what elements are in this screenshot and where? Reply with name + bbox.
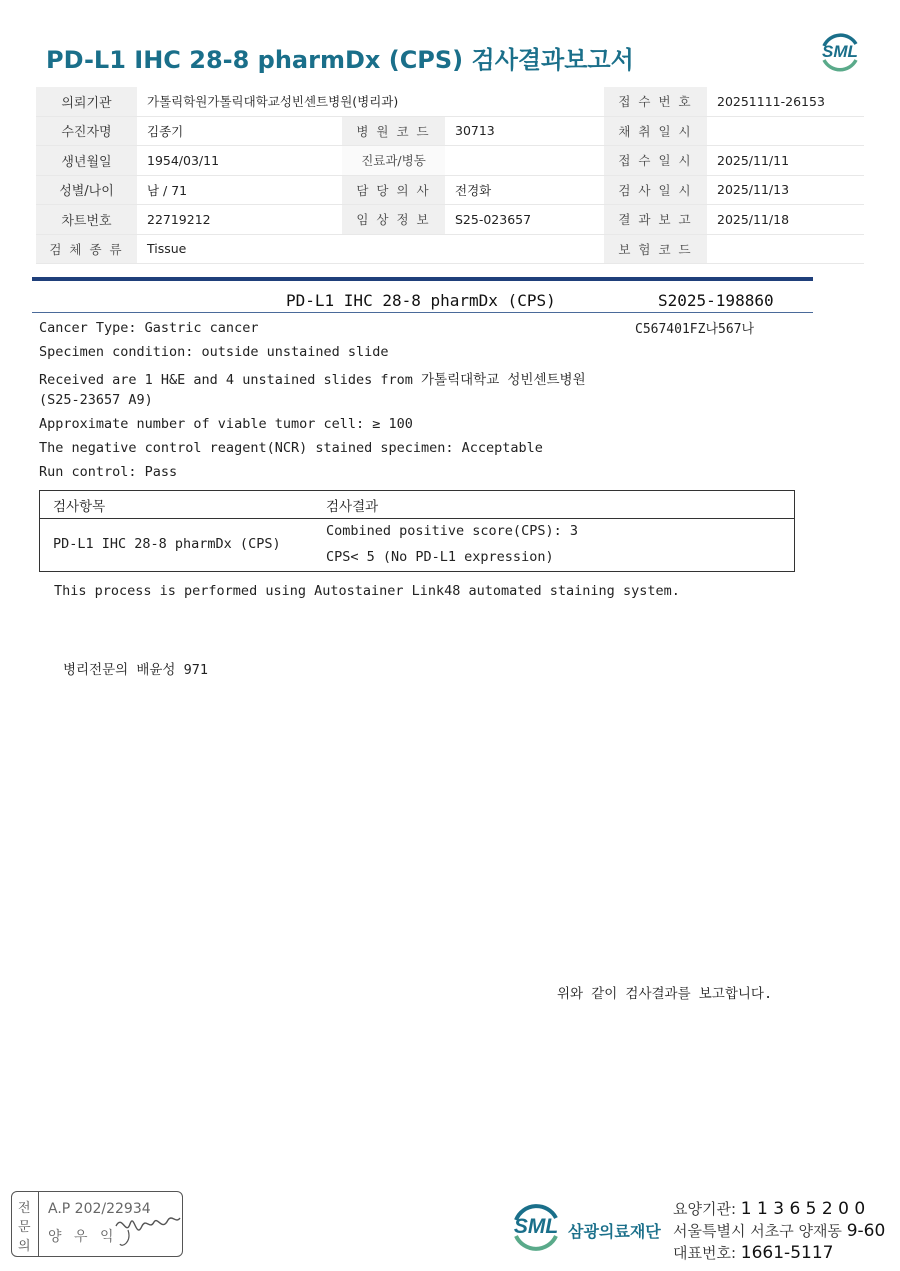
signature-box <box>11 1191 183 1257</box>
collection-date-label: 채 취 일 시 <box>604 116 707 146</box>
report-number: S2025-198860 <box>658 291 774 310</box>
clinical-label: 임 상 정 보 <box>342 205 445 235</box>
handwritten-signature-icon <box>112 1206 182 1250</box>
specimen-type-label: 검 체 종 류 <box>36 234 137 264</box>
clinical-value: S25-023657 <box>445 205 604 235</box>
col-header-item: 검사항목 <box>53 499 106 515</box>
report-line: Specimen condition: outside unstained slide <box>39 344 389 360</box>
receipt-no-label: 접 수 번 호 <box>604 87 707 116</box>
info-row <box>36 175 864 205</box>
address-line <box>673 1220 885 1241</box>
report-line: Run control: Pass <box>39 464 178 480</box>
side-char: 의 <box>18 1239 31 1254</box>
result-item: PD-L1 IHC 28-8 pharmDx (CPS) <box>53 536 281 552</box>
collection-date-value <box>707 116 864 146</box>
phone-label: 대표번호: <box>673 1244 737 1262</box>
side-char: 문 <box>18 1220 31 1235</box>
signature-side-label <box>12 1192 39 1256</box>
result-table-header <box>40 491 794 519</box>
institution-code: 1 1 3 6 5 2 0 0 <box>740 1199 866 1219</box>
hospital-code-label: 병 원 코 드 <box>342 116 445 146</box>
receipt-date-label: 접 수 일 시 <box>604 146 707 176</box>
process-note: This process is performed using Autostainer Link48 automated staining system. <box>54 583 680 599</box>
test-date-value: 2025/11/13 <box>707 175 864 205</box>
report-line: Approximate number of viable tumor cell: ≥ 100 <box>39 416 413 432</box>
institution-value: 가톨릭학원가톨릭대학교성빈센트병원(병리과) <box>137 87 604 116</box>
pathologist-name: 병리전문의 배윤성 971 <box>63 662 208 678</box>
insurance-value <box>707 234 864 264</box>
address-label: 서울특별시 서초구 양재동 <box>673 1222 842 1240</box>
doctor-value: 전경화 <box>445 175 604 205</box>
phone-number: 1661-5117 <box>740 1243 834 1263</box>
specimen-code: C567401FZ나567나 <box>635 322 755 337</box>
phone-line <box>673 1242 833 1263</box>
insurance-label: 보 험 코 드 <box>604 234 707 264</box>
chart-no-value: 22719212 <box>137 205 342 235</box>
license-number: A.P 202/22934 <box>48 1201 151 1217</box>
receipt-date-value: 2025/11/11 <box>707 146 864 176</box>
report-line: (S25-23657 A9) <box>39 392 153 408</box>
dob-label: 생년월일 <box>36 146 137 176</box>
info-row <box>36 116 864 146</box>
organization-name: 삼광의료재단 <box>568 1222 661 1241</box>
report-line: Cancer Type: Gastric cancer <box>39 320 259 336</box>
signer-name: 양 우 익 <box>48 1229 118 1245</box>
col-header-result: 검사결과 <box>326 499 379 515</box>
info-row <box>36 146 864 176</box>
section-underline <box>32 312 813 313</box>
doctor-label: 담 당 의 사 <box>342 175 445 205</box>
dept-value <box>445 146 604 176</box>
report-date-value: 2025/11/18 <box>707 205 864 235</box>
sex-age-label: 성별/나이 <box>36 175 137 205</box>
footer-logo-text: SML <box>513 1215 559 1238</box>
institution-label: 의뢰기관 <box>36 87 137 116</box>
specimen-type-value: Tissue <box>137 234 604 264</box>
sml-logo <box>818 30 862 74</box>
institution-code-line <box>673 1198 865 1219</box>
sex-age-value: 남 / 71 <box>137 175 342 205</box>
dob-value: 1954/03/11 <box>137 146 342 176</box>
report-date-label: 결 과 보 고 <box>604 205 707 235</box>
chart-no-label: 차트번호 <box>36 205 137 235</box>
closing-statement: 위와 같이 검사결과를 보고합니다. <box>557 986 773 1002</box>
hospital-code-value: 30713 <box>445 116 604 146</box>
address-number: 9-60 <box>846 1221 886 1241</box>
info-row <box>36 87 864 116</box>
receipt-no-value: 20251111-26153 <box>707 87 864 116</box>
result-interpretation: CPS< 5 (No PD-L1 expression) <box>326 549 554 565</box>
sml-footer-logo <box>510 1200 562 1254</box>
patient-label: 수진자명 <box>36 116 137 146</box>
section-divider <box>32 277 813 281</box>
result-table <box>39 490 795 572</box>
patient-value: 김종기 <box>137 116 342 146</box>
report-test-name: PD-L1 IHC 28-8 pharmDx (CPS) <box>286 291 556 310</box>
patient-info-table <box>36 87 864 264</box>
dept-label: 진료과/병동 <box>342 146 445 176</box>
report-line: The negative control reagent(NCR) stained specimen: Acceptable <box>39 440 543 456</box>
test-date-label: 검 사 일 시 <box>604 175 707 205</box>
report-title: PD-L1 IHC 28-8 pharmDx (CPS) 검사결과보고서 <box>46 46 634 74</box>
info-row <box>36 234 864 264</box>
institution-code-label: 요양기관: <box>673 1200 737 1218</box>
side-char: 전 <box>18 1201 31 1216</box>
result-value-cps: Combined positive score(CPS): 3 <box>326 523 578 539</box>
info-row <box>36 205 864 235</box>
logo-text: SML <box>822 42 858 61</box>
report-line: Received are 1 H&E and 4 unstained slides from 가톨릭대학교 성빈센트병원 <box>39 372 586 388</box>
